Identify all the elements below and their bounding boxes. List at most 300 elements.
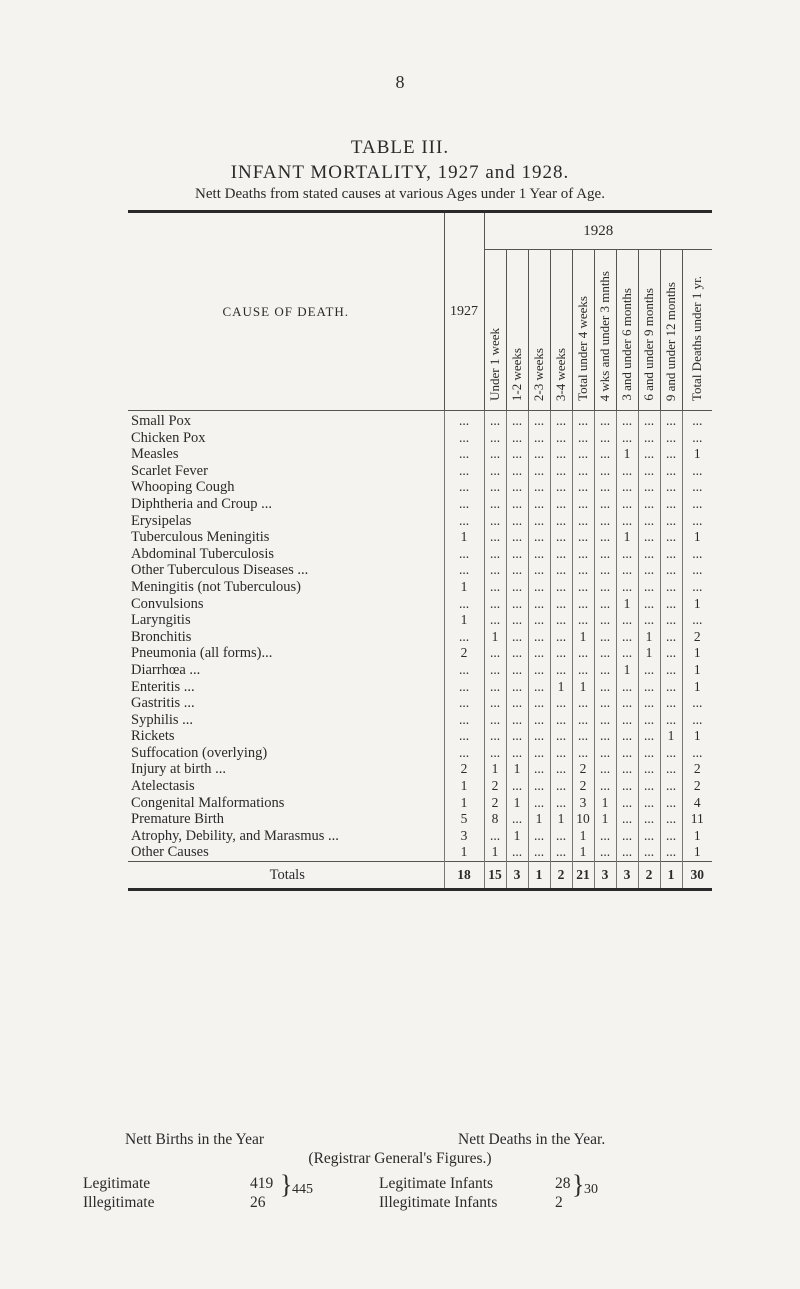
value-1928-cell: ...: [550, 745, 572, 762]
table-row: [128, 612, 712, 629]
table-title: TABLE III.: [350, 137, 450, 158]
cause-cell: Gastritis ...: [131, 695, 195, 712]
value-1928-cell: 1: [550, 811, 572, 828]
value-1927-cell: ...: [444, 629, 484, 646]
value-1928-cell: ...: [550, 463, 572, 480]
value-1927-cell: 5: [444, 811, 484, 828]
value-1928-cell: ...: [660, 679, 682, 696]
value-1928-cell: ...: [660, 546, 682, 563]
value-1928-cell: 2: [484, 795, 506, 812]
value-1928-cell: ...: [594, 761, 616, 778]
value-1928-cell: ...: [572, 712, 594, 729]
value-1928-cell: ...: [506, 479, 528, 496]
value-1928-cell: ...: [682, 612, 712, 629]
cause-cell: Other Tuberculous Diseases ...: [131, 562, 309, 579]
value-1928-cell: 1: [682, 662, 712, 679]
value-1928-cell: ...: [506, 745, 528, 762]
value-1927-cell: 18: [444, 862, 484, 890]
cause-cell: Rickets: [131, 728, 175, 745]
deaths-heading: Nett Deaths in the Year.: [458, 1131, 606, 1148]
value-1927-cell: ...: [444, 728, 484, 745]
value-1928-cell: 1: [484, 844, 506, 861]
value-1928-cell: ...: [528, 612, 550, 629]
value-1928-cell: ...: [506, 562, 528, 579]
value-1927-cell: ...: [444, 712, 484, 729]
value-1928-cell: ...: [484, 596, 506, 613]
value-1928-cell: ...: [550, 546, 572, 563]
value-1928-cell: ...: [572, 645, 594, 662]
value-1928-cell: ...: [572, 496, 594, 513]
cause-of-death-header: CAUSE OF DEATH.: [128, 213, 444, 411]
value-1928-cell: 2: [682, 778, 712, 795]
value-1928-cell: ...: [594, 411, 616, 430]
cause-cell: Premature Birth: [131, 811, 225, 828]
value-1928-cell: ...: [528, 844, 550, 861]
value-1928-cell: ...: [528, 629, 550, 646]
value-1928-cell: ...: [506, 579, 528, 596]
totals-label: Totals: [128, 862, 444, 890]
totals-row: [128, 862, 712, 890]
value-1928-cell: ...: [616, 811, 638, 828]
value-1928-cell: ...: [506, 612, 528, 629]
value-1928-cell: 2: [572, 778, 594, 795]
value-1928-cell: ...: [660, 778, 682, 795]
value-1928-cell: ...: [682, 430, 712, 447]
value-1928-cell: ...: [484, 828, 506, 845]
value-1928-cell: ...: [594, 579, 616, 596]
value-1928-cell: ...: [616, 745, 638, 762]
value-1928-cell: ...: [506, 463, 528, 480]
value-1928-cell: ...: [550, 479, 572, 496]
cause-cell: Diphtheria and Croup ...: [131, 495, 272, 512]
value-1928-cell: ...: [484, 612, 506, 629]
value-1928-cell: ...: [638, 463, 660, 480]
value-1928-cell: ...: [594, 446, 616, 463]
value-1928-cell: ...: [682, 695, 712, 712]
value-1928-cell: ...: [594, 662, 616, 679]
value-1928-cell: ...: [660, 811, 682, 828]
value-1928-cell: ...: [550, 579, 572, 596]
value-1927-cell: ...: [444, 496, 484, 513]
value-1928-cell: ...: [572, 612, 594, 629]
value-1928-cell: ...: [638, 529, 660, 546]
value-1928-cell: ...: [484, 430, 506, 447]
value-1928-cell: 1: [616, 446, 638, 463]
cause-cell: Atelectasis: [131, 778, 195, 795]
value-1928-cell: ...: [550, 629, 572, 646]
value-1928-cell: 1: [638, 645, 660, 662]
value-1927-cell: 1: [444, 529, 484, 546]
value-1928-cell: ...: [528, 728, 550, 745]
value-1928-cell: ...: [594, 562, 616, 579]
value-1928-cell: ...: [616, 612, 638, 629]
value-1928-cell: ...: [572, 728, 594, 745]
value-1928-cell: ...: [616, 513, 638, 530]
value-1928-cell: ...: [506, 629, 528, 646]
value-1928-cell: ...: [572, 596, 594, 613]
value-1927-cell: ...: [444, 463, 484, 480]
cause-cell: Tuberculous Meningitis: [131, 529, 270, 546]
table-row: [128, 496, 712, 513]
deaths-total: 30: [584, 1182, 598, 1197]
cause-cell: Enteritis ...: [131, 678, 195, 695]
cause-cell: Whooping Cough: [131, 479, 235, 496]
value-1928-cell: ...: [660, 479, 682, 496]
value-1928-cell: ...: [638, 546, 660, 563]
age-column-label: Total Deaths under 1 yr.: [689, 275, 705, 401]
age-column-header: [616, 250, 638, 411]
value-1928-cell: ...: [682, 546, 712, 563]
value-1928-cell: 1: [682, 728, 712, 745]
value-1928-cell: ...: [572, 546, 594, 563]
value-1928-cell: ...: [550, 695, 572, 712]
value-1927-cell: ...: [444, 695, 484, 712]
value-1928-cell: ...: [682, 562, 712, 579]
value-1928-cell: ...: [506, 844, 528, 861]
value-1928-cell: ...: [594, 546, 616, 563]
value-1928-cell: ...: [484, 579, 506, 596]
value-1928-cell: ...: [594, 496, 616, 513]
table-row: [128, 811, 712, 828]
value-1928-cell: 1: [550, 679, 572, 696]
value-1928-cell: ...: [528, 446, 550, 463]
value-1928-cell: 1: [682, 679, 712, 696]
age-column-header: [484, 250, 506, 411]
table-subtitle: INFANT MORTALITY, 1927 and 1928.: [230, 162, 570, 183]
value-1928-cell: ...: [660, 612, 682, 629]
infant-mortality-table: [128, 210, 712, 891]
value-1928-cell: ...: [484, 662, 506, 679]
value-1928-cell: ...: [616, 579, 638, 596]
value-1928-cell: 1: [616, 529, 638, 546]
value-1928-cell: ...: [506, 446, 528, 463]
value-1928-cell: ...: [484, 728, 506, 745]
value-1928-cell: ...: [616, 496, 638, 513]
value-1928-cell: ...: [638, 844, 660, 861]
value-1928-cell: ...: [550, 645, 572, 662]
value-1928-cell: ...: [550, 612, 572, 629]
value-1928-cell: ...: [660, 513, 682, 530]
value-1928-cell: ...: [484, 562, 506, 579]
value-1928-cell: ...: [550, 446, 572, 463]
cause-cell: Scarlet Fever: [131, 462, 208, 479]
value-1928-cell: ...: [682, 411, 712, 430]
value-1928-cell: ...: [572, 430, 594, 447]
value-1928-cell: ...: [660, 629, 682, 646]
cause-cell: Syphilis ...: [131, 711, 194, 728]
value-1928-cell: 1: [506, 828, 528, 845]
table-row: [128, 629, 712, 646]
value-1927-cell: ...: [444, 596, 484, 613]
value-1928-cell: ...: [528, 745, 550, 762]
value-1928-cell: ...: [572, 745, 594, 762]
table-row: [128, 562, 712, 579]
table-row: [128, 828, 712, 845]
value-1928-cell: ...: [528, 761, 550, 778]
value-1928-cell: 11: [682, 811, 712, 828]
births-total: 445: [292, 1182, 313, 1197]
table-row: [128, 761, 712, 778]
value-1928-cell: ...: [638, 579, 660, 596]
value-1928-cell: 2: [682, 629, 712, 646]
cause-cell: Erysipelas: [131, 512, 192, 529]
value-1928-cell: ...: [638, 811, 660, 828]
value-1928-cell: ...: [572, 562, 594, 579]
value-1928-cell: 2: [682, 761, 712, 778]
value-1928-cell: ...: [528, 596, 550, 613]
value-1928-cell: 2: [550, 862, 572, 890]
value-1928-cell: ...: [506, 712, 528, 729]
table-row: [128, 446, 712, 463]
value-1928-cell: ...: [484, 463, 506, 480]
value-1928-cell: ...: [528, 579, 550, 596]
value-1928-cell: ...: [638, 828, 660, 845]
age-column-header: [550, 250, 572, 411]
value-1928-cell: 1: [682, 645, 712, 662]
value-1928-cell: ...: [660, 562, 682, 579]
value-1928-cell: ...: [638, 761, 660, 778]
table-body: [128, 411, 712, 890]
table-row: [128, 745, 712, 762]
value-1928-cell: ...: [616, 629, 638, 646]
value-1928-cell: ...: [484, 513, 506, 530]
value-1927-cell: ...: [444, 745, 484, 762]
value-1927-cell: 1: [444, 612, 484, 629]
value-1928-cell: ...: [638, 496, 660, 513]
value-1928-cell: ...: [572, 662, 594, 679]
value-1928-cell: ...: [682, 496, 712, 513]
age-column-header: [682, 250, 712, 411]
value-1928-cell: ...: [660, 446, 682, 463]
value-1928-cell: ...: [660, 411, 682, 430]
value-1928-cell: ...: [572, 513, 594, 530]
value-1928-cell: ...: [660, 695, 682, 712]
value-1928-cell: ...: [616, 778, 638, 795]
value-1928-cell: ...: [484, 446, 506, 463]
value-1928-cell: ...: [660, 430, 682, 447]
age-column-header: [660, 250, 682, 411]
table-row: [128, 546, 712, 563]
value-1928-cell: ...: [638, 596, 660, 613]
value-1928-cell: ...: [550, 496, 572, 513]
value-1928-cell: ...: [594, 679, 616, 696]
value-1928-cell: ...: [550, 529, 572, 546]
value-1928-cell: ...: [660, 745, 682, 762]
table-row: [128, 529, 712, 546]
value-1928-cell: 1: [506, 761, 528, 778]
value-1928-cell: ...: [638, 745, 660, 762]
value-1928-cell: ...: [484, 411, 506, 430]
value-1928-cell: ...: [528, 778, 550, 795]
value-1928-cell: ...: [638, 446, 660, 463]
deaths-illegitimate-value: 2: [555, 1194, 563, 1211]
value-1928-cell: ...: [550, 662, 572, 679]
value-1928-cell: 1: [484, 629, 506, 646]
value-1927-cell: ...: [444, 479, 484, 496]
value-1928-cell: ...: [638, 479, 660, 496]
value-1928-cell: 4: [682, 795, 712, 812]
value-1928-cell: ...: [660, 579, 682, 596]
value-1928-cell: ...: [594, 479, 616, 496]
value-1928-cell: ...: [638, 662, 660, 679]
value-1928-cell: 1: [638, 629, 660, 646]
year-1928-header: 1928: [484, 213, 712, 250]
value-1928-cell: 1: [616, 596, 638, 613]
value-1928-cell: 1: [682, 529, 712, 546]
value-1928-cell: ...: [594, 629, 616, 646]
value-1928-cell: ...: [682, 479, 712, 496]
value-1928-cell: ...: [616, 430, 638, 447]
value-1928-cell: ...: [572, 463, 594, 480]
value-1927-cell: ...: [444, 679, 484, 696]
value-1928-cell: 3: [572, 795, 594, 812]
value-1928-cell: ...: [594, 728, 616, 745]
value-1928-cell: 3: [594, 862, 616, 890]
deaths-legitimate-label: Legitimate Infants: [379, 1175, 494, 1192]
births-brace: }: [280, 1170, 293, 1199]
value-1928-cell: 2: [484, 778, 506, 795]
value-1927-cell: 3: [444, 828, 484, 845]
value-1927-cell: ...: [444, 430, 484, 447]
value-1928-cell: 10: [572, 811, 594, 828]
cause-cell: Suffocation (overlying): [131, 744, 268, 761]
age-column-label: 6 and under 9 months: [641, 288, 656, 401]
value-1928-cell: 1: [682, 596, 712, 613]
value-1928-cell: ...: [638, 795, 660, 812]
value-1928-cell: ...: [484, 679, 506, 696]
value-1928-cell: ...: [528, 463, 550, 480]
births-legitimate-label: Legitimate: [83, 1175, 151, 1192]
value-1928-cell: ...: [506, 430, 528, 447]
value-1928-cell: ...: [594, 513, 616, 530]
value-1928-cell: 1: [594, 811, 616, 828]
cause-cell: Abdominal Tuberculosis: [131, 545, 274, 562]
value-1928-cell: ...: [506, 695, 528, 712]
value-1928-cell: ...: [594, 430, 616, 447]
value-1928-cell: ...: [550, 430, 572, 447]
value-1927-cell: 1: [444, 579, 484, 596]
value-1928-cell: ...: [638, 679, 660, 696]
value-1928-cell: ...: [616, 761, 638, 778]
cause-cell: Small Pox: [131, 413, 192, 429]
value-1928-cell: ...: [528, 828, 550, 845]
value-1928-cell: ...: [572, 479, 594, 496]
value-1928-cell: ...: [550, 562, 572, 579]
age-column-header: [638, 250, 660, 411]
value-1928-cell: ...: [572, 411, 594, 430]
value-1928-cell: ...: [506, 645, 528, 662]
age-column-header: [528, 250, 550, 411]
value-1927-cell: ...: [444, 513, 484, 530]
value-1928-cell: ...: [506, 411, 528, 430]
value-1928-cell: 1: [506, 795, 528, 812]
value-1928-cell: ...: [484, 712, 506, 729]
table-caption: Nett Deaths from stated causes at various Ages under 1 Year of Age.: [195, 186, 605, 202]
cause-cell: Meningitis (not Tuberculous): [131, 578, 301, 595]
value-1928-cell: ...: [528, 562, 550, 579]
value-1928-cell: ...: [484, 546, 506, 563]
value-1928-cell: 1: [528, 862, 550, 890]
value-1928-cell: ...: [682, 712, 712, 729]
value-1927-cell: 1: [444, 844, 484, 861]
value-1928-cell: ...: [528, 645, 550, 662]
value-1928-cell: ...: [550, 712, 572, 729]
value-1928-cell: ...: [616, 679, 638, 696]
value-1928-cell: ...: [682, 463, 712, 480]
value-1928-cell: ...: [682, 745, 712, 762]
value-1928-cell: ...: [660, 645, 682, 662]
value-1928-cell: ...: [550, 596, 572, 613]
value-1928-cell: 3: [616, 862, 638, 890]
value-1928-cell: ...: [638, 728, 660, 745]
year-1927-header: 1927: [444, 213, 484, 411]
cause-cell: Convulsions: [131, 595, 204, 612]
value-1928-cell: ...: [594, 645, 616, 662]
value-1928-cell: ...: [506, 778, 528, 795]
value-1928-cell: 1: [572, 679, 594, 696]
value-1928-cell: ...: [528, 430, 550, 447]
value-1928-cell: ...: [682, 513, 712, 530]
table-row: [128, 479, 712, 496]
table-row: [128, 430, 712, 447]
value-1928-cell: ...: [550, 828, 572, 845]
value-1928-cell: ...: [528, 795, 550, 812]
age-column-label: 3-4 weeks: [553, 347, 568, 401]
value-1928-cell: ...: [660, 496, 682, 513]
cause-cell: Laryngitis: [131, 612, 191, 629]
mortality-table-container: [128, 210, 712, 891]
value-1928-cell: ...: [484, 645, 506, 662]
value-1928-cell: ...: [660, 844, 682, 861]
age-column-label: 4 wks and under 3 mnths: [597, 270, 612, 401]
births-heading: Nett Births in the Year: [125, 1131, 265, 1148]
table-row: [128, 679, 712, 696]
value-1928-cell: ...: [616, 728, 638, 745]
value-1928-cell: ...: [484, 479, 506, 496]
cause-cell: Other Causes: [131, 844, 209, 861]
births-illegitimate-label: Illegitimate: [83, 1194, 155, 1211]
cause-cell: Pneumonia (all forms)...: [131, 645, 273, 662]
value-1928-cell: 1: [660, 728, 682, 745]
value-1928-cell: ...: [594, 844, 616, 861]
value-1928-cell: ...: [572, 446, 594, 463]
value-1928-cell: ...: [506, 529, 528, 546]
value-1928-cell: 1: [682, 446, 712, 463]
deaths-illegitimate-label: Illegitimate Infants: [379, 1194, 498, 1211]
table-row: [128, 463, 712, 480]
cause-cell: Diarrhœa ...: [131, 661, 201, 678]
births-legitimate-value: 419: [250, 1175, 274, 1192]
value-1928-cell: ...: [616, 712, 638, 729]
value-1928-cell: 1: [660, 862, 682, 890]
age-column-header: [572, 250, 594, 411]
value-1928-cell: ...: [660, 596, 682, 613]
age-column-label: 9 and under 12 months: [663, 281, 678, 401]
table-row: [128, 695, 712, 712]
value-1928-cell: ...: [528, 546, 550, 563]
value-1928-cell: ...: [616, 479, 638, 496]
births-illegitimate-value: 26: [250, 1194, 266, 1211]
value-1928-cell: ...: [638, 513, 660, 530]
value-1928-cell: ...: [528, 529, 550, 546]
table-row: [128, 596, 712, 613]
value-1928-cell: ...: [660, 795, 682, 812]
value-1927-cell: 1: [444, 795, 484, 812]
value-1928-cell: ...: [572, 579, 594, 596]
value-1928-cell: ...: [638, 411, 660, 430]
value-1928-cell: ...: [484, 529, 506, 546]
value-1928-cell: ...: [638, 778, 660, 795]
